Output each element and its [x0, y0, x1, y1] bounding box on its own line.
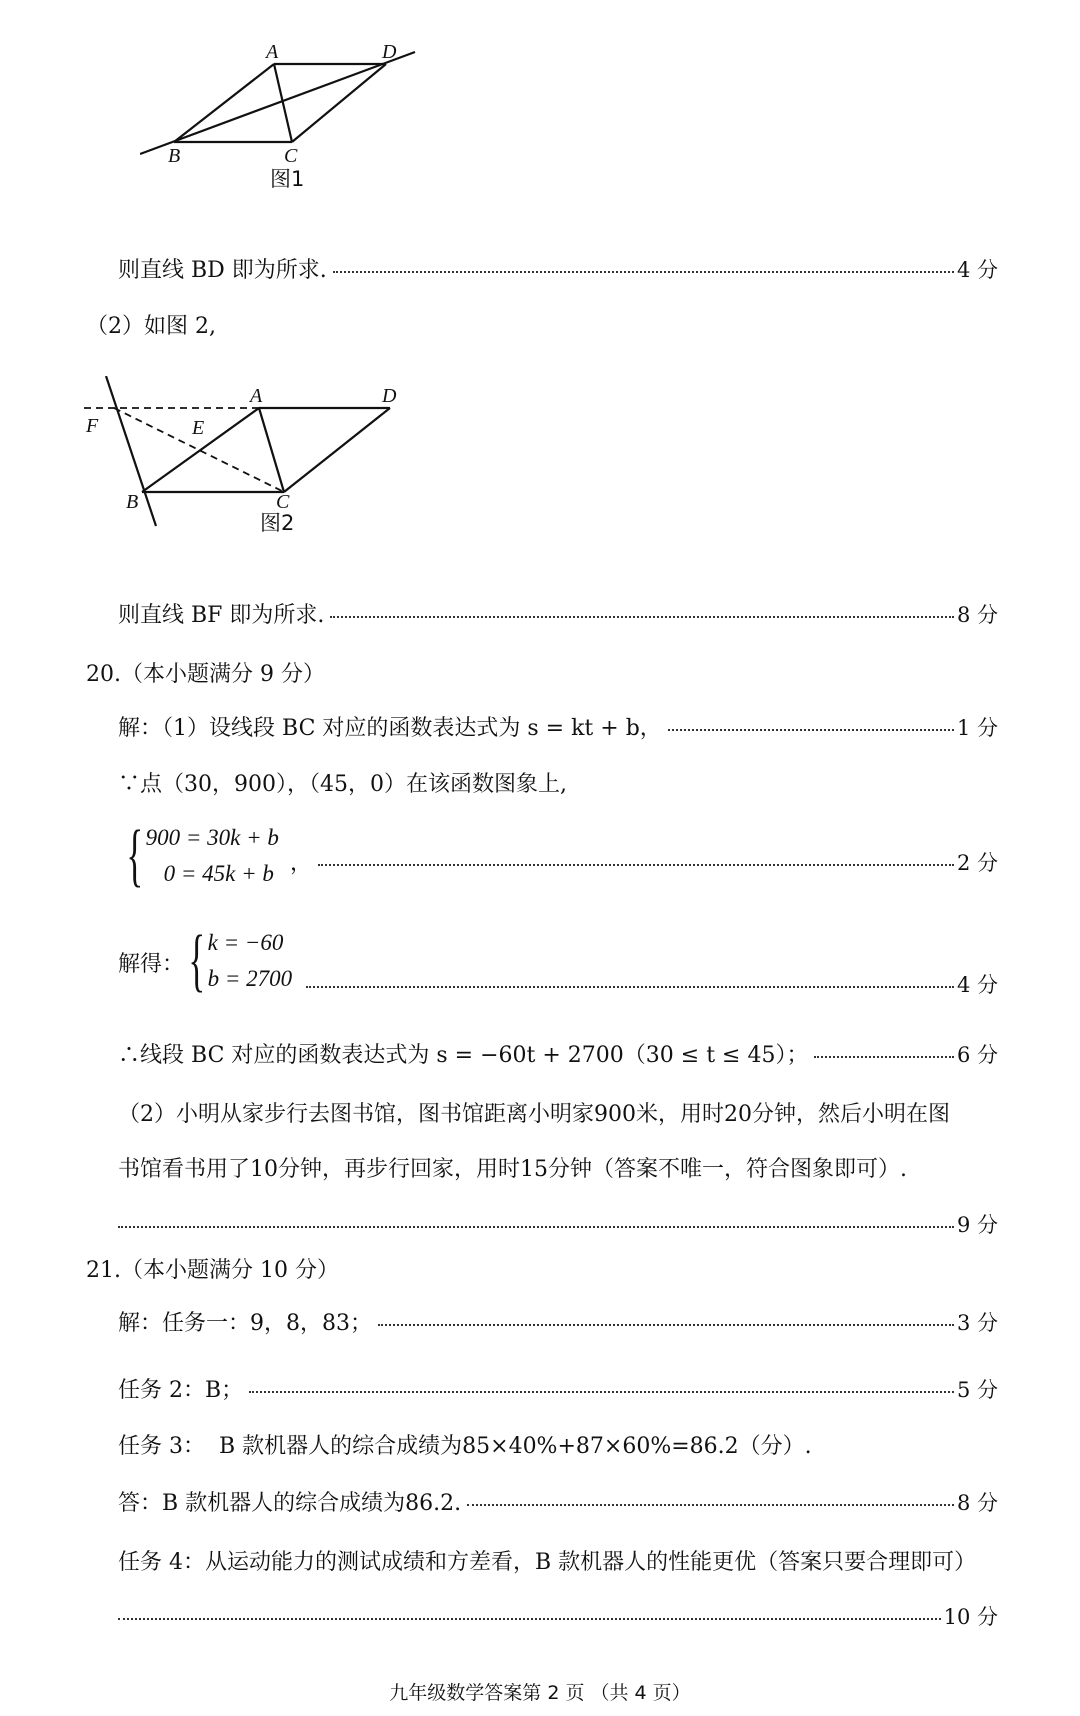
- q21-task-2: [118, 1375, 998, 1406]
- dot-leader: [333, 269, 954, 273]
- q19-line-2-score: 8 分: [956, 603, 998, 627]
- q19-part-2-label: （2）如图 2,: [86, 314, 216, 339]
- q21-task-3: [118, 1432, 998, 1462]
- system-1-eq-1: 900 = 30k + b: [145, 825, 279, 850]
- brace: {: [188, 922, 206, 999]
- q21-task-3-text: 任务 3： B 款机器人的综合成绩为85×40%+87×60%=86.2（分）.: [118, 1434, 812, 1459]
- q21-task-1-text: 解：任务一：9，8，83；: [118, 1311, 372, 1336]
- figure-2: [84, 376, 414, 556]
- q20-line-3-text: ∴线段 BC 对应的函数表达式为 s = −60t + 2700（30 ≤ t ≤ 45）；: [118, 1043, 809, 1068]
- q20-part-2-line-2: [118, 1155, 998, 1185]
- brace: {: [126, 817, 144, 894]
- q20-header: [86, 660, 966, 690]
- q19-line-1-score: 4 分: [956, 258, 998, 282]
- equation-system-2: [180, 922, 293, 999]
- q20-system-1-score-row: ， 2 分: [290, 848, 998, 879]
- q20-system-1-score: 2 分: [956, 851, 998, 875]
- q21-header: [86, 1256, 966, 1286]
- point-b-label: B: [126, 491, 139, 513]
- point-f-label: F: [86, 415, 99, 437]
- q21-task-4: [118, 1548, 998, 1578]
- q20-system-2-score: 4 分: [956, 973, 998, 997]
- q21-answer: [118, 1488, 998, 1519]
- point-d-label: D: [382, 41, 397, 63]
- dot-leader: [249, 1389, 954, 1393]
- dot-leader: [318, 862, 954, 866]
- q19-part-2: [86, 312, 966, 342]
- q19-line-1-text: 则直线 BD 即为所求.: [118, 258, 327, 283]
- system-2-eq-2: b = 2700: [207, 966, 293, 991]
- point-a-label: A: [266, 41, 279, 63]
- q20-system-2-score-row: [300, 970, 998, 1000]
- dot-leader: [118, 1616, 941, 1620]
- segment-cd: [284, 408, 390, 492]
- q21-task-2-text: 任务 2：B；: [118, 1378, 244, 1403]
- dot-leader: [330, 614, 954, 618]
- q20-line-1: [118, 713, 998, 744]
- figure-2-caption: 图2: [260, 511, 295, 535]
- dot-leader: [668, 727, 954, 731]
- q20-line-1-text: 解：（1）设线段 BC 对应的函数表达式为 s = kt + b，: [118, 716, 662, 741]
- segment-ab: [174, 64, 274, 142]
- dot-leader: [118, 1224, 954, 1228]
- point-b-label: B: [168, 145, 181, 167]
- q20-line-3: [118, 1040, 998, 1071]
- dot-leader: [378, 1322, 954, 1326]
- segment-ac: [259, 408, 284, 492]
- q21-header-text: 21.（本小题满分 10 分）: [86, 1258, 339, 1283]
- point-d-label: D: [382, 385, 397, 407]
- q20-part-2-score-row: [118, 1210, 998, 1240]
- dot-leader: [467, 1502, 954, 1506]
- q21-task-1-score: 3 分: [956, 1311, 998, 1335]
- figure-1: [140, 38, 440, 208]
- q20-part-2-text-2: 书馆看书用了10分钟，再步行回家，用时15分钟（答案不唯一，符合图象即可）.: [118, 1157, 907, 1182]
- q19-line-2: [118, 600, 998, 631]
- q21-task-4-score-row: [118, 1602, 998, 1632]
- segment-cd: [292, 64, 386, 142]
- solve-label: 解得：: [118, 952, 185, 977]
- point-e-label: E: [192, 417, 205, 439]
- dot-leader: [814, 1054, 954, 1058]
- q20-header-text: 20.（本小题满分 9 分）: [86, 662, 325, 687]
- q21-task-4-score: 10 分: [943, 1605, 998, 1629]
- dot-leader: [306, 984, 954, 988]
- q21-task-2-score: 5 分: [956, 1378, 998, 1402]
- page-footer: 九年级数学答案第 2 页 （共 4 页）: [389, 1682, 691, 1704]
- q20-line-1-score: 1 分: [956, 716, 998, 740]
- q20-line-2: [118, 770, 998, 800]
- point-c-label: C: [284, 145, 298, 167]
- figure-1-caption: 图1: [270, 167, 305, 191]
- q21-answer-text: 答：B 款机器人的综合成绩为86.2.: [118, 1491, 462, 1516]
- q20-part-2-score: 9 分: [956, 1213, 998, 1237]
- q19-line-2-text: 则直线 BF 即为所求.: [118, 603, 325, 628]
- q20-part-2-text-1: （2）小明从家步行去图书馆，图书馆距离小明家900米，用时20分钟，然后小明在图: [118, 1102, 950, 1127]
- point-a-label: A: [250, 385, 263, 407]
- q21-task-4-text: 任务 4：从运动能力的测试成绩和方差看，B 款机器人的性能更优（答案只要合理即可）: [118, 1550, 977, 1575]
- point-c-label: C: [276, 491, 290, 513]
- q20-line-3-score: 6 分: [956, 1043, 998, 1067]
- equation-system-1: [118, 817, 279, 894]
- q21-answer-score: 8 分: [956, 1491, 998, 1515]
- system-1-eq-2: 0 = 45k + b: [163, 861, 274, 886]
- q20-line-2-text: ∵点（30，900），（45，0）在该函数图象上,: [118, 772, 567, 797]
- q21-task-1: [118, 1308, 998, 1339]
- q19-line-1: [118, 255, 998, 286]
- system-2-eq-1: k = −60: [207, 930, 284, 955]
- line-bd: [140, 52, 415, 154]
- q20-part-2-line-1: [118, 1100, 998, 1130]
